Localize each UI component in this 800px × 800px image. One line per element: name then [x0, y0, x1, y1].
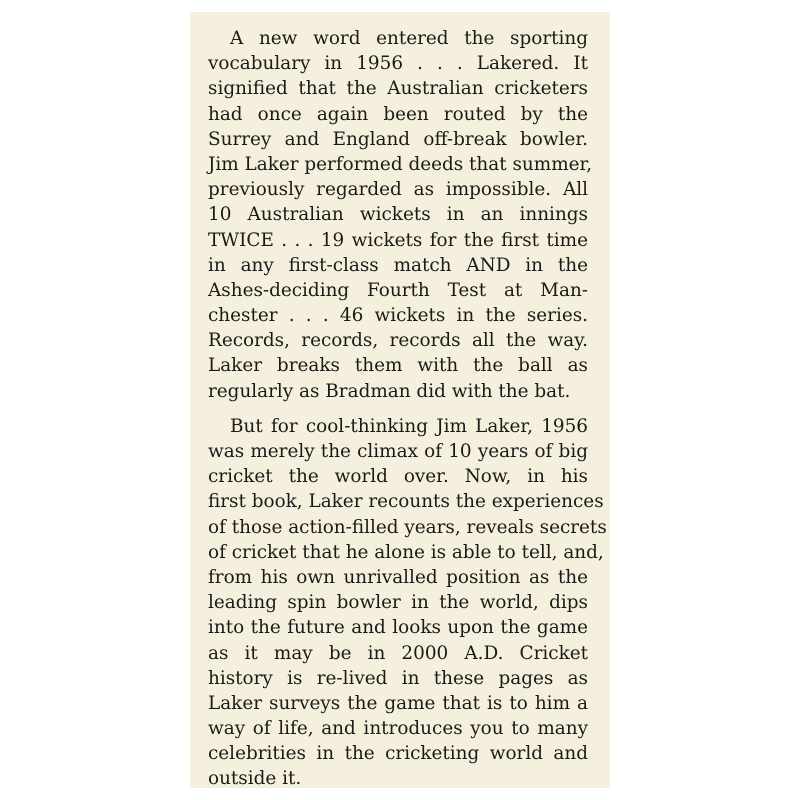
- text-line: Laker surveys the game that is to him a: [208, 692, 588, 714]
- text-line: into the future and looks upon the game: [208, 617, 588, 639]
- text-line: cricket the world over. Now, in his: [208, 466, 588, 488]
- text-line: regularly as Bradman did with the bat.: [208, 380, 571, 402]
- text-line: way of life, and introduces you to many: [208, 718, 588, 740]
- text-line: signified that the Australian cricketers: [208, 78, 588, 100]
- text-line: first book, Laker recounts the experiences: [208, 491, 604, 513]
- text-line: previously regarded as impossible. All: [208, 179, 588, 201]
- text-line: Records, records, records all the way.: [208, 330, 588, 352]
- paragraph-2: [208, 414, 607, 792]
- text-line: Ashes-deciding Fourth Test at Man-: [208, 279, 588, 301]
- text-line: outside it.: [208, 768, 302, 790]
- text-line: of cricket that he alone is able to tell, and,: [208, 541, 604, 563]
- text-line: leading spin bowler in the world, dips: [208, 592, 588, 614]
- text-line: had once again been routed by the: [208, 103, 588, 125]
- text-line: chester . . . 46 wickets in the series.: [208, 305, 588, 327]
- text-line: from his own unrivalled position as the: [208, 566, 588, 588]
- paragraph-1: [208, 26, 593, 404]
- book-jacket-flap: [190, 12, 610, 788]
- text-line: But for cool-thinking Jim Laker, 1956: [230, 415, 588, 437]
- text-line: in any first-class match AND in the: [208, 254, 588, 276]
- text-line: history is re-lived in these pages as: [208, 667, 588, 689]
- text-line: was merely the climax of 10 years of big: [208, 441, 588, 462]
- text-line: celebrities in the cricketing world and: [208, 743, 588, 765]
- blurb-text: [208, 26, 607, 792]
- text-line: 10 Australian wickets in an innings: [208, 204, 588, 226]
- text-line: TWICE . . . 19 wickets for the first time: [208, 229, 588, 251]
- text-line: vocabulary in 1956 . . . Lakered. It: [208, 53, 588, 75]
- text-line: Laker breaks them with the ball as: [208, 355, 588, 377]
- text-line: of those action-filled years, reveals secrets: [208, 516, 607, 538]
- text-line: Jim Laker performed deeds that summer,: [208, 153, 593, 175]
- text-line: Surrey and England off-break bowler.: [208, 128, 588, 150]
- text-line: as it may be in 2000 A.D. Cricket: [208, 642, 588, 664]
- paragraph-gap: [208, 404, 588, 414]
- text-line: A new word entered the sporting: [230, 28, 588, 49]
